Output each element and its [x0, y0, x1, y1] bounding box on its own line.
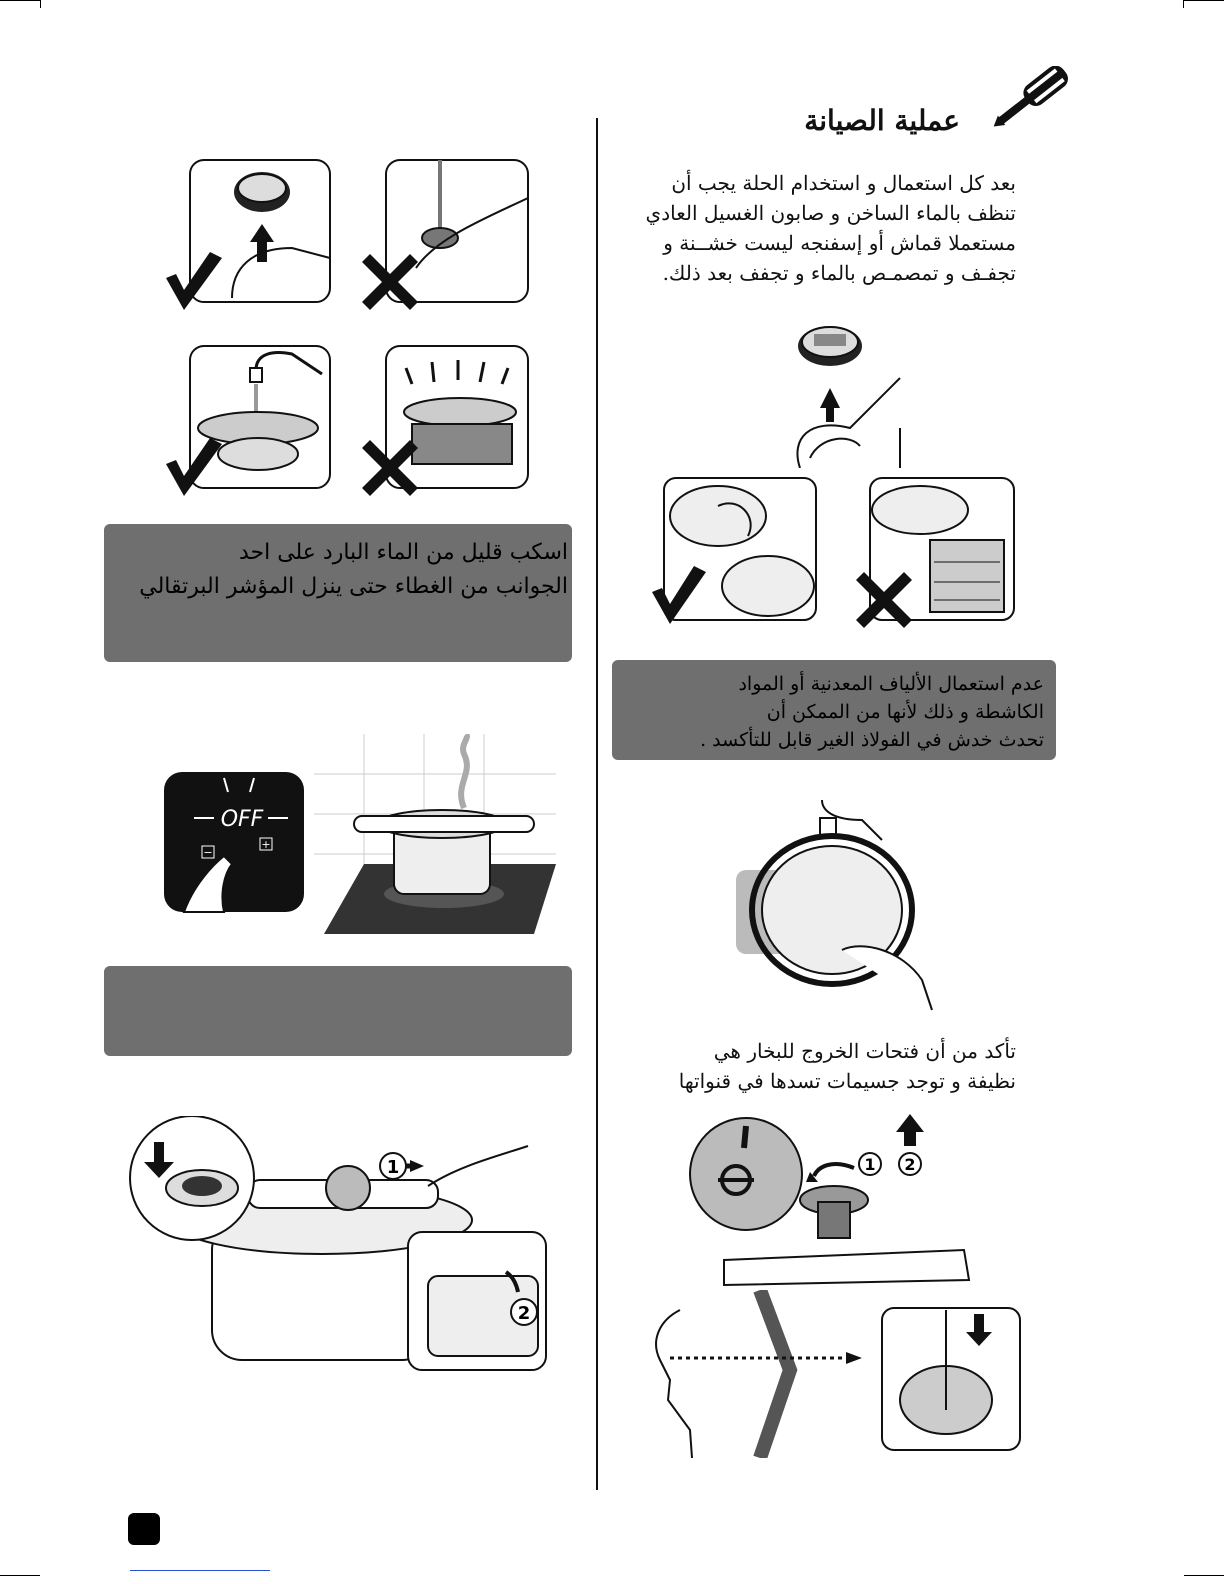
hob-display: OFF	[220, 807, 264, 832]
cool-line: الجوانب من الغطاء حتى ينزل المؤشر البرتقالي	[139, 574, 568, 599]
section-title: عملية الصيانة	[804, 104, 960, 137]
column-divider	[596, 118, 598, 1490]
hob-minus-key: −	[203, 846, 213, 859]
valve-removal-illustration	[790, 318, 910, 468]
hand-wash-illustration	[648, 476, 818, 632]
inspect-vent-illustration	[640, 1290, 1024, 1458]
crop-mark	[0, 0, 40, 1]
cool-lid-text	[112, 536, 568, 604]
cool-line: اسكب قليل من الماء البارد على احد	[238, 540, 568, 565]
hob-plus-key: +	[261, 838, 271, 851]
steam-check-paragraph	[612, 1036, 1016, 1096]
step-number: 2	[517, 1303, 531, 1324]
warning-line: الكاشطة و ذلك لأنها من الممكن أن	[766, 701, 1044, 723]
crop-mark	[1184, 0, 1224, 1]
page-number-marker	[128, 1513, 160, 1545]
gasket-rinse-illustration	[732, 800, 952, 1012]
crop-mark	[1184, 1575, 1224, 1576]
screwdriver-icon	[986, 66, 1090, 138]
lid-rinse-ok-illustration	[162, 344, 334, 502]
crop-mark	[1183, 0, 1184, 8]
step-number: 2	[904, 1155, 916, 1174]
crop-mark	[0, 1575, 40, 1576]
footer-rule	[130, 1570, 270, 1571]
intro-line: مستعملا قماش أو إسفنجه ليست خشــنة و	[663, 231, 1016, 255]
blank-instruction-panel	[104, 966, 572, 1056]
warning-line: تحدث خدش في الفولاذ الغير قابل للتأكسد .	[700, 729, 1044, 751]
hob-off-illustration	[164, 734, 556, 940]
steam-line: نظيفة و توجد جسيمات تسدها في قنواتها	[678, 1069, 1016, 1093]
dishwasher-illustration	[850, 476, 1016, 632]
steam-line: تأكد من أن فتحات الخروج للبخار هي	[713, 1039, 1016, 1063]
valve-tap-wrong-illustration	[356, 158, 532, 314]
warning-line: عدم استعمال الألياف المعدنية أو المواد	[738, 673, 1044, 695]
intro-line: تجفـف و تمصمـص بالماء و تجفف بعد ذلك.	[662, 261, 1016, 285]
lid-heat-wrong-illustration	[356, 344, 532, 502]
crop-mark	[40, 0, 41, 8]
valve-lift-illustration	[684, 1110, 984, 1288]
valve-lift-ok-illustration	[162, 158, 334, 314]
intro-line: بعد كل استعمال و استخدام الحلة يجب أن	[671, 171, 1016, 195]
lid-unlock-illustration	[128, 1116, 548, 1374]
intro-paragraph	[612, 168, 1016, 288]
intro-line: تنظف بالماء الساخن و صابون الغسيل العادي	[645, 201, 1016, 225]
step-number: 1	[864, 1155, 876, 1174]
abrasive-warning-text	[620, 670, 1044, 754]
step-number: 1	[386, 1157, 400, 1178]
